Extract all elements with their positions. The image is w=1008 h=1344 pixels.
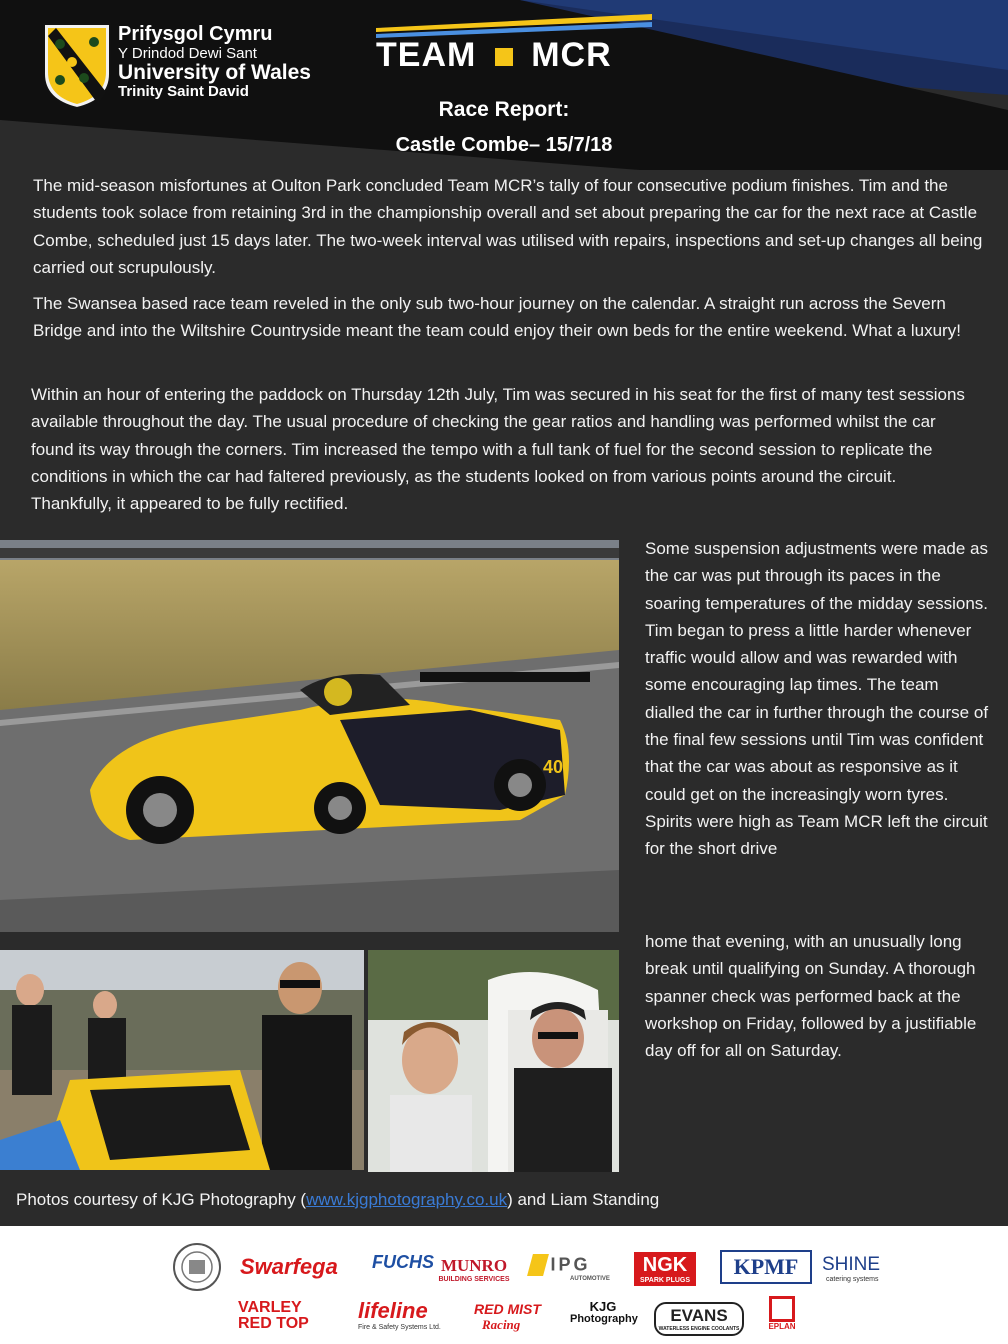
kjg-photography-link[interactable]: www.kjgphotography.co.uk: [306, 1190, 508, 1209]
university-line-4: Trinity Saint David: [118, 83, 249, 101]
credit-suffix: ) and Liam Standing: [507, 1190, 660, 1209]
sponsor-kpmf: KPMF: [720, 1250, 812, 1284]
munro-name: MUNRO: [440, 1256, 508, 1275]
university-line-2: Y Drindod Dewi Sant: [118, 44, 257, 62]
varley-line-2: RED TOP: [238, 1315, 309, 1332]
varley-line-1: VARLEY: [238, 1299, 302, 1316]
crew-working-photo: [0, 950, 364, 1170]
kjg-sub: Photography: [570, 1313, 638, 1325]
sponsor-eplan: [766, 1296, 798, 1331]
team-mcr-logo: [376, 36, 612, 75]
evans-name: EVANS: [670, 1306, 728, 1325]
race-car-photo: [0, 540, 619, 932]
sponsor-evans: [654, 1302, 744, 1336]
eplan-name: EPLAN: [768, 1322, 796, 1331]
shine-sub: catering systems: [826, 1276, 879, 1283]
sponsor-munro: [437, 1256, 511, 1283]
university-crest-icon: [42, 22, 112, 110]
report-title: Race Report:: [438, 98, 570, 121]
ipg-name: IPG: [550, 1254, 591, 1275]
team-logo-right: MCR: [531, 36, 612, 74]
sponsor-lifeline: [358, 1298, 441, 1331]
report-subtitle: Castle Combe– 15/7/18: [395, 134, 613, 156]
university-name: [118, 24, 311, 101]
sponsor-red-mist: [474, 1302, 541, 1332]
sponsor-shine: [822, 1254, 880, 1283]
lifeline-sub: Fire & Safety Systems Ltd.: [358, 1324, 441, 1331]
lifeline-name: lifeline: [358, 1298, 428, 1323]
ipg-mark-icon: [527, 1254, 549, 1276]
university-line-3: University of Wales: [118, 60, 311, 84]
ipg-sub: AUTOMOTIVE: [570, 1276, 610, 1282]
eplan-mark-icon: [769, 1296, 795, 1322]
team-crest-icon: [493, 46, 515, 68]
red-mist-sub: Racing: [482, 1317, 521, 1332]
sponsor-varley: [238, 1300, 309, 1332]
paragraph-3: Within an hour of entering the paddock on Thursday 12th July, Tim was secured in his seat for the first of many test sessions available throughout the day. The usual procedure of checking the gear ratios and handling was performed whilst the car found its way through the corners. Tim increased the tempo with a full tank of fuel for the second session to replicate the conditions in which the car had faltered previously, as the students looked on from various points around the circuit. Thankfully, it appeared to be fully rectified.: [31, 385, 965, 514]
sponsor-fuchs: FUCHS: [372, 1252, 434, 1272]
sponsor-bar: [0, 1226, 1008, 1344]
evans-sub: WATERLESS ENGINE COOLANTS: [658, 1326, 740, 1332]
car-number: 40: [543, 757, 564, 777]
paragraph-5: home that evening, with an unusually long break until qualifying on Sunday. A thorough spanner check was performed back at the workshop on Friday, followed by a justifiable day off for all on Saturday.: [645, 932, 977, 1061]
sponsor-kjg: [570, 1300, 636, 1326]
sponsor-ngk: [634, 1252, 696, 1286]
driver-photo: [368, 950, 619, 1172]
sponsor-swarfega: Swarfega: [240, 1254, 338, 1279]
photo-credit: [16, 1190, 659, 1210]
ngk-sub: SPARK PLUGS: [639, 1277, 691, 1284]
sponsor-ipg: [530, 1254, 610, 1282]
munro-sub: BUILDING SERVICES: [438, 1276, 510, 1283]
credit-prefix: Photos courtesy of KJG Photography (: [16, 1190, 307, 1209]
ngk-name: NGK: [642, 1254, 688, 1276]
paragraph-4: Some suspension adjustments were made as the car was put through its paces in the soaring temperatures of the midday sessions. Tim began to press a little harder whenever traffic would allow and was rewarded with some encouraging lap times. The team dialled the car in further through the course of the final few sessions until Tim was confident that the car was about as responsive as it could get on the increasingly worn tyres. Spirits were high as Team MCR left the circuit for the short drive: [645, 539, 989, 859]
seal-icon: [172, 1242, 222, 1292]
paragraph-2: The Swansea based race team reveled in the only sub two-hour journey on the calendar. A straight run across the Severn Bridge and into the Wiltshire Countryside meant the team could enjoy their own beds for the entire weekend. What a luxury!: [33, 294, 961, 341]
red-mist-name: RED MIST: [474, 1301, 541, 1317]
paragraph-1: The mid-season misfortunes at Oulton Park concluded Team MCR’s tally of four consecutive podium finishes. Tim and the students took solace from retaining 3rd in the championship overall and set about preparing the car for the next race at Castle Combe, scheduled just 15 days later. The two-week interval was utilised with repairs, inspections and set-up changes all being carried out scrupulously.: [33, 176, 983, 277]
team-logo-left: TEAM: [376, 36, 477, 74]
shine-name: SHINE: [822, 1254, 881, 1275]
university-line-1: Prifysgol Cymru: [118, 23, 273, 45]
kjg-name: KJG: [589, 1299, 617, 1314]
